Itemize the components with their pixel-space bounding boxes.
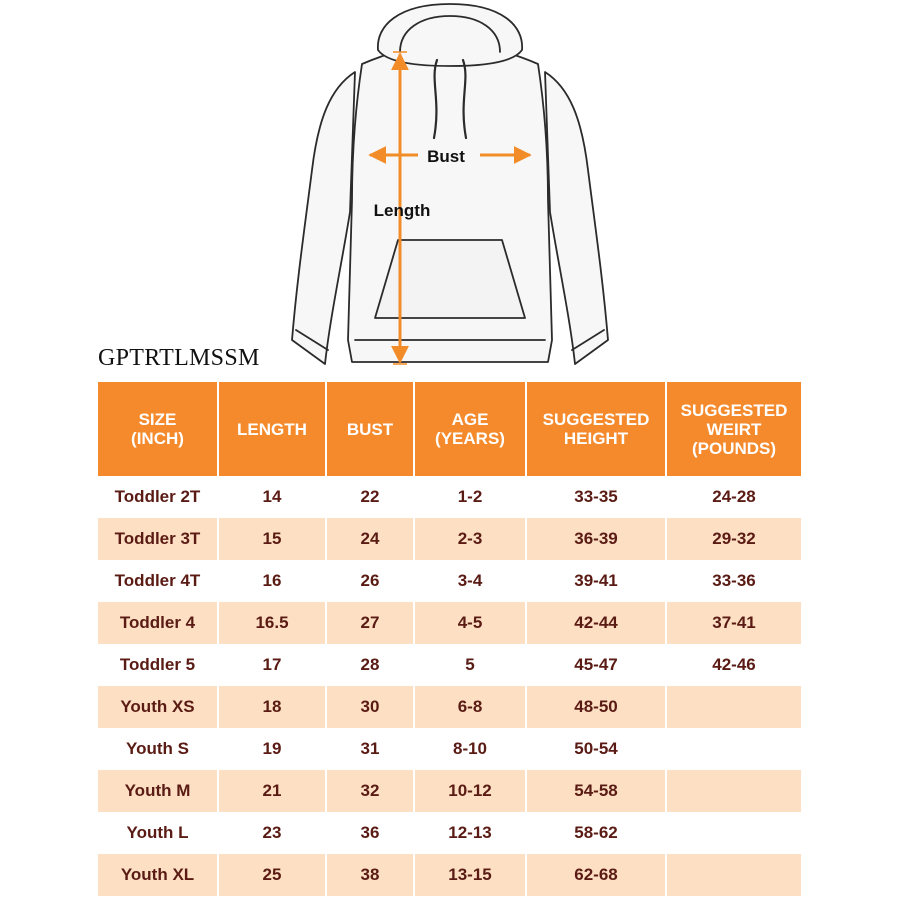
cell-bust: 24 (326, 518, 414, 560)
cell-length: 17 (218, 644, 326, 686)
column-header-line: SIZE (138, 410, 177, 429)
table-row (98, 728, 801, 770)
column-header-line: (YEARS) (435, 429, 505, 448)
cell-weight: 33-36 (666, 560, 801, 602)
cell-size: Toddler 5 (98, 644, 218, 686)
cell-length: 15 (218, 518, 326, 560)
cell-age: 8-10 (414, 728, 526, 770)
cell-size: Toddler 2T (98, 476, 218, 518)
cell-bust: 28 (326, 644, 414, 686)
left-sleeve (292, 72, 355, 364)
cell-height: 54-58 (526, 770, 666, 812)
cell-weight: 42-46 (666, 644, 801, 686)
column-header-weight (666, 382, 801, 476)
cell-weight (666, 728, 801, 770)
column-header-line: BUST (346, 419, 394, 439)
cell-age: 13-15 (414, 854, 526, 896)
cell-size: Youth L (98, 812, 218, 854)
cell-length: 16.5 (218, 602, 326, 644)
cell-weight (666, 686, 801, 728)
table-row (98, 602, 801, 644)
cell-height: 62-68 (526, 854, 666, 896)
cell-weight: 24-28 (666, 476, 801, 518)
column-header-size (98, 382, 218, 476)
cell-bust: 32 (326, 770, 414, 812)
hoodie-diagram (280, 0, 620, 370)
cell-length: 19 (218, 728, 326, 770)
cell-weight: 37-41 (666, 602, 801, 644)
cell-height: 50-54 (526, 728, 666, 770)
size-chart-table (98, 382, 801, 896)
cell-length: 21 (218, 770, 326, 812)
column-header-line: LENGTH (237, 419, 307, 439)
table-row (98, 476, 801, 518)
column-header-height (526, 382, 666, 476)
column-header-line: (POUNDS) (691, 438, 777, 458)
cell-weight (666, 812, 801, 854)
table-row (98, 644, 801, 686)
cell-size: Toddler 4 (98, 602, 218, 644)
right-sleeve (545, 72, 608, 364)
column-header-line: AGE (451, 410, 489, 429)
cell-length: 16 (218, 560, 326, 602)
column-header-line: SUGGESTED (680, 400, 788, 420)
cell-size: Youth S (98, 728, 218, 770)
size-chart-body (98, 476, 801, 896)
cell-size: Youth M (98, 770, 218, 812)
cell-weight: 29-32 (666, 518, 801, 560)
cell-age: 2-3 (414, 518, 526, 560)
cell-bust: 31 (326, 728, 414, 770)
cell-height: 39-41 (526, 560, 666, 602)
cell-height: 48-50 (526, 686, 666, 728)
cell-age: 12-13 (414, 812, 526, 854)
brand-name: GPTRTLMSSM (98, 345, 260, 371)
cell-bust: 36 (326, 812, 414, 854)
cell-height: 45-47 (526, 644, 666, 686)
cell-size: Toddler 3T (98, 518, 218, 560)
cell-bust: 30 (326, 686, 414, 728)
cell-length: 25 (218, 854, 326, 896)
cell-weight (666, 770, 801, 812)
table-row (98, 770, 801, 812)
column-header-line: (INCH) (131, 429, 184, 448)
column-header-line: HEIGHT (563, 429, 629, 448)
kangaroo-pocket (375, 240, 525, 318)
table-row (98, 686, 801, 728)
cell-height: 36-39 (526, 518, 666, 560)
cell-length: 18 (218, 686, 326, 728)
cell-weight (666, 854, 801, 896)
cell-age: 4-5 (414, 602, 526, 644)
cell-bust: 38 (326, 854, 414, 896)
cell-age: 6-8 (414, 686, 526, 728)
bust-label: Bust (427, 147, 465, 166)
column-header-line: WEIRT (706, 419, 762, 439)
size-chart-header (98, 382, 801, 476)
cell-age: 3-4 (414, 560, 526, 602)
table-row (98, 854, 801, 896)
cell-bust: 26 (326, 560, 414, 602)
cell-bust: 27 (326, 602, 414, 644)
cell-age: 5 (414, 644, 526, 686)
cell-length: 23 (218, 812, 326, 854)
table-row (98, 560, 801, 602)
length-label: Length (373, 201, 431, 220)
cell-size: Youth XS (98, 686, 218, 728)
cell-size: Youth XL (98, 854, 218, 896)
cell-size: Toddler 4T (98, 560, 218, 602)
cell-age: 10-12 (414, 770, 526, 812)
cell-bust: 22 (326, 476, 414, 518)
cell-height: 42-44 (526, 602, 666, 644)
table-row (98, 812, 801, 854)
column-header-length (218, 382, 326, 476)
cell-height: 58-62 (526, 812, 666, 854)
cell-height: 33-35 (526, 476, 666, 518)
column-header-bust (326, 382, 414, 476)
header-row (98, 382, 801, 476)
column-header-age (414, 382, 526, 476)
cell-length: 14 (218, 476, 326, 518)
table-row (98, 518, 801, 560)
column-header-line: SUGGESTED (542, 410, 650, 429)
cell-age: 1-2 (414, 476, 526, 518)
